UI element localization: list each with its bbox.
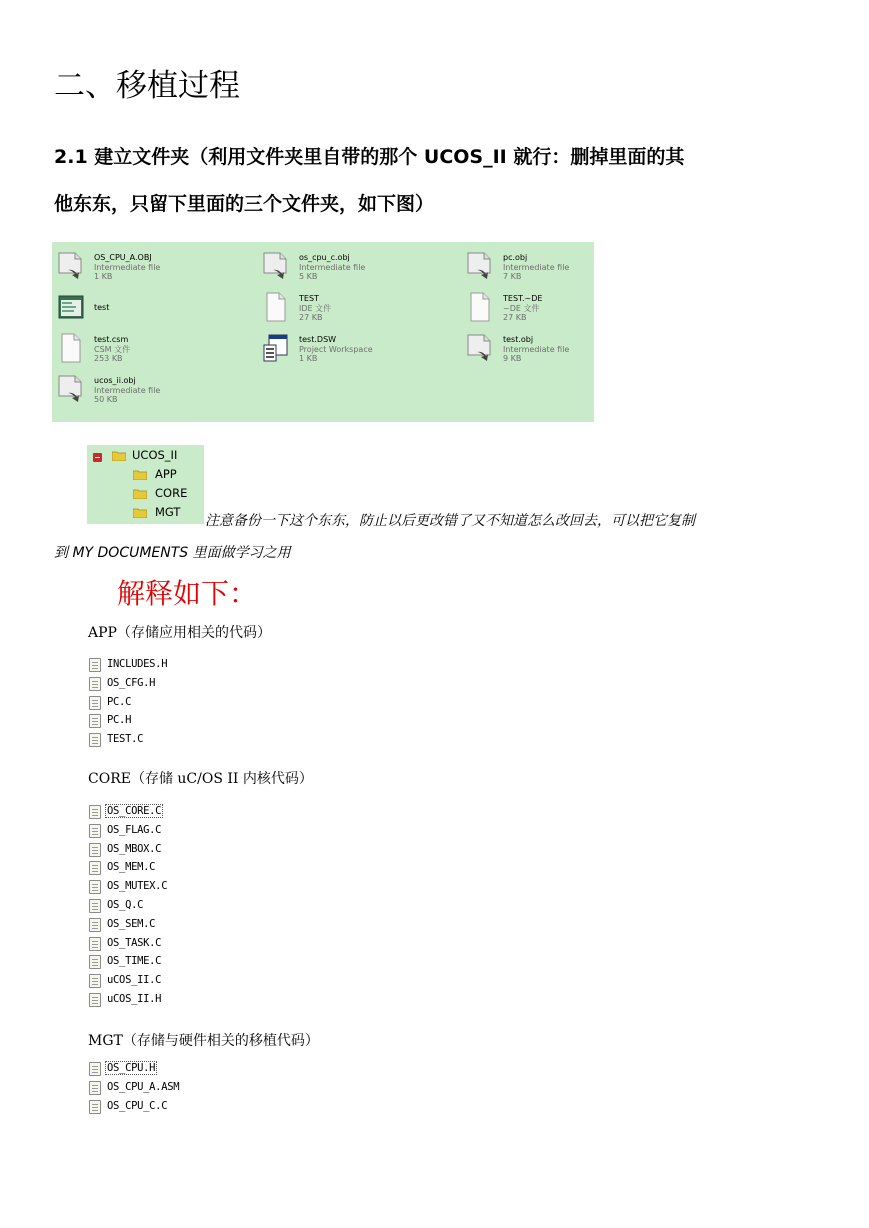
explorer-file-item[interactable] — [52, 246, 252, 284]
blank-file-icon — [467, 292, 493, 322]
file-name: test.csm — [94, 335, 129, 344]
tree-node-label: APP — [155, 467, 177, 481]
file-size: 27 KB — [503, 313, 527, 322]
text-file-icon — [89, 861, 101, 875]
file-name: test.DSW — [299, 335, 337, 344]
file-list-name: OS_CPU_C.C — [107, 1099, 168, 1112]
explorer-file-item[interactable] — [257, 328, 457, 366]
text-file-icon — [89, 805, 101, 819]
text-file-icon — [89, 955, 101, 969]
explorer-file-item[interactable] — [52, 369, 252, 407]
file-info — [94, 303, 109, 313]
file-list-name: PC.C — [107, 695, 132, 708]
file-list-name: OS_MBOX.C — [107, 842, 162, 855]
file-list-name: OS_SEM.C — [107, 917, 156, 930]
file-list-name: OS_CORE.C — [107, 805, 162, 817]
file-size: 1 KB — [94, 272, 113, 281]
text-file-icon — [89, 677, 101, 691]
file-list-name: OS_Q.C — [107, 899, 144, 911]
file-list-name: OS_FLAG.C — [107, 823, 162, 836]
mgt-description: MGT（存储与硬件相关的移植代码） — [88, 1033, 319, 1049]
explorer-file-item[interactable] — [52, 287, 252, 325]
section-heading: 二、移植过程 — [54, 68, 240, 104]
file-info — [503, 294, 542, 323]
file-list-name: PC.H — [107, 714, 132, 727]
file-list-name: OS_CPU.H — [107, 1062, 156, 1074]
file-list-name: uCOS_II.C — [107, 974, 162, 987]
explorer-file-item[interactable] — [257, 246, 457, 284]
file-type: Intermediate file — [94, 262, 161, 272]
file-name: os_cpu_c.obj — [299, 253, 350, 262]
text-file-icon — [89, 733, 101, 747]
file-info — [503, 335, 569, 364]
file-info — [299, 294, 331, 323]
file-name: pc.obj — [503, 253, 528, 262]
intermediate-file-icon — [467, 333, 493, 363]
file-name: TEST — [299, 294, 319, 303]
file-list-name: uCOS_II.H — [107, 993, 162, 1005]
file-size: 27 KB — [299, 313, 323, 322]
application-icon — [58, 292, 84, 322]
file-list-name: INCLUDES.H — [107, 658, 168, 670]
text-file-icon — [89, 658, 101, 672]
folder-tree — [87, 445, 204, 524]
blank-file-icon — [263, 292, 289, 322]
workspace-icon — [263, 333, 289, 363]
explorer-file-item[interactable] — [257, 287, 457, 325]
file-name: OS_CPU_A.OBJ — [94, 253, 152, 262]
text-file-icon — [89, 696, 101, 710]
text-file-icon — [89, 1062, 101, 1076]
file-name: TEST.~DE — [503, 294, 543, 303]
file-type: Project Workspace — [299, 344, 373, 354]
file-type: ~DE 文件 — [503, 303, 540, 313]
file-info — [299, 253, 365, 282]
file-info — [503, 253, 569, 282]
file-type: Intermediate file — [299, 262, 366, 272]
intermediate-file-icon — [58, 251, 84, 281]
file-size: 7 KB — [503, 272, 522, 281]
file-info — [299, 335, 373, 364]
file-info — [94, 376, 160, 405]
file-size: 253 KB — [94, 354, 123, 363]
core-description: CORE（存储 uC/OS II 内核代码） — [88, 771, 313, 787]
file-size: 5 KB — [299, 272, 318, 281]
file-type: Intermediate file — [503, 344, 570, 354]
file-list-name: OS_CPU_A.ASM — [107, 1080, 180, 1093]
text-file-icon — [89, 899, 101, 913]
text-file-icon — [89, 714, 101, 728]
explorer-file-item[interactable] — [461, 328, 661, 366]
intermediate-file-icon — [263, 251, 289, 281]
file-size: 50 KB — [94, 395, 118, 404]
blank-file-icon — [58, 333, 84, 363]
tree-node-label: MGT — [155, 505, 181, 519]
intermediate-file-icon — [467, 251, 493, 281]
file-name: ucos_ii.obj — [94, 376, 136, 385]
backup-note-line1: 注意备份一下这个东东，防止以后更改错了又不知道怎么改回去，可以把它复制 — [205, 513, 695, 529]
file-type: CSM 文件 — [94, 344, 131, 354]
text-file-icon — [89, 918, 101, 932]
file-list-name: OS_MUTEX.C — [107, 880, 168, 893]
tree-root-label: UCOS_II — [132, 448, 178, 462]
subsection-heading-line2: 他东东，只留下里面的三个文件夹，如下图） — [54, 193, 435, 215]
file-type: Intermediate file — [503, 262, 570, 272]
file-name: test.obj — [503, 335, 534, 344]
text-file-icon — [89, 993, 101, 1007]
file-info — [94, 335, 130, 364]
explorer-screenshot — [52, 242, 594, 422]
file-type: Intermediate file — [94, 385, 161, 395]
explorer-file-item[interactable] — [461, 287, 661, 325]
folder-icon — [133, 489, 147, 499]
text-file-icon — [89, 880, 101, 894]
explorer-file-item[interactable] — [52, 328, 252, 366]
folder-icon — [133, 508, 147, 518]
file-list-name: OS_TASK.C — [107, 936, 162, 949]
folder-icon — [112, 451, 126, 461]
text-file-icon — [89, 1081, 101, 1095]
file-list-name: OS_CFG.H — [107, 676, 156, 689]
explorer-file-item[interactable] — [461, 246, 661, 284]
file-list-name: TEST.C — [107, 733, 144, 746]
subsection-heading-line1: 2.1 建立文件夹（利用文件夹里自带的那个 UCOS_II 就行：删掉里面的其 — [54, 146, 685, 168]
explain-title: 解释如下： — [117, 577, 258, 610]
file-list-name: OS_MEM.C — [107, 861, 156, 874]
collapse-icon[interactable] — [93, 453, 102, 462]
file-type: IDE 文件 — [299, 303, 332, 313]
text-file-icon — [89, 937, 101, 951]
app-description: APP（存储应用相关的代码） — [88, 625, 271, 641]
file-size: 1 KB — [299, 354, 318, 363]
file-name: test — [94, 303, 110, 312]
tree-node-label: CORE — [155, 486, 188, 500]
file-info — [94, 253, 160, 282]
file-list-name: OS_TIME.C — [107, 955, 162, 968]
text-file-icon — [89, 974, 101, 988]
folder-icon — [133, 470, 147, 480]
text-file-icon — [89, 824, 101, 838]
file-size: 9 KB — [503, 354, 522, 363]
text-file-icon — [89, 1100, 101, 1114]
text-file-icon — [89, 843, 101, 857]
intermediate-file-icon — [58, 374, 84, 404]
backup-note-line2: 到 MY DOCUMENTS 里面做学习之用 — [54, 545, 291, 561]
